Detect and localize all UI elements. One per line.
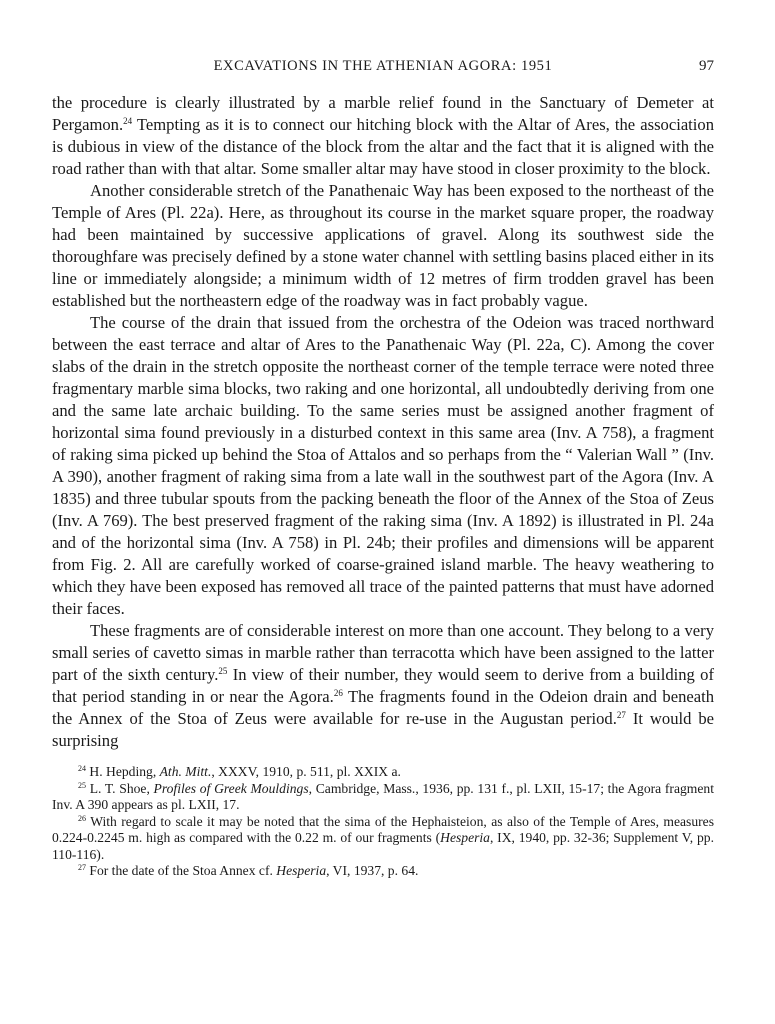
- footnote-ref: 24: [123, 116, 133, 126]
- footnote-ref: 27: [78, 863, 86, 872]
- footnote-ref: 26: [333, 688, 343, 698]
- text-run: H. Hepding,: [86, 764, 160, 779]
- footnote-ref: 25: [218, 666, 228, 676]
- text-run: With regard to scale it may be noted that the sima of the Hephaisteion, as also of the Temple of Ares, measures 0.224-0.2245 m. high as compared with the 0.22 m. of our fragments (: [52, 813, 714, 845]
- footnote: [52, 764, 714, 781]
- document-page: [52, 58, 714, 880]
- body-text: [52, 92, 714, 752]
- paragraph: [52, 620, 714, 752]
- running-title: EXCAVATIONS IN THE ATHENIAN AGORA: 1951: [213, 58, 553, 74]
- text-run: the procedure is clearly illustrated by a marble relief found in the Sanctuary of Demeter at Pergamon.: [52, 93, 714, 134]
- italic-text: Hesperia: [440, 830, 490, 845]
- running-header: [52, 58, 714, 80]
- italic-text: Hesperia: [276, 863, 327, 878]
- page-number: 97: [699, 58, 714, 74]
- italic-text: Ath. Mitt.: [159, 764, 212, 779]
- paragraph: [52, 92, 714, 180]
- text-run: , VI, 1937, p. 64.: [326, 863, 419, 878]
- paragraph: [52, 312, 714, 620]
- text-run: These fragments are of considerable interest on more than one account. They belong to a very small series of cavetto simas in marble rather than terracotta which have been assigned to the latter part of the sixth century.: [52, 621, 714, 684]
- text-run: The course of the drain that issued from the orchestra of the Odeion was traced northward between the east terrace and altar of Ares to the Panathenaic Way (Pl. 22a, C). Among the cover slabs of the drain in the stretch opposite the northeast corner of the temple terrace were noted three fragmentary marble sima blocks, two raking and one horizontal, all undoubtedly deriving from one and the same late archaic building. To the same series must be assigned another fragment of horizontal sima found previously in a disturbed context in this same area (Inv. A 758), a fragment of raking sima picked up behind the Stoa of Attalos and so perhaps from the “ Valerian Wall ” (Inv. A 390), another fragment of raking sima from a late wall in the southwest part of the Agora (Inv. A 1835) and three tubular spouts from the packing beneath the floor of the Annex of the Stoa of Zeus (Inv. A 769). The best preserved fragment of the raking sima (Inv. A 1892) is illustrated in Pl. 24a and of the horizontal sima (Inv. A 758) in Pl. 24b; their profiles and dimensions will be apparent from Fig. 2. All are carefully worked of coarse-grained island marble. The heavy weathering to which they have been exposed has removed all trace of the painted patterns that must have adorned their faces.: [52, 313, 714, 618]
- footnote-ref: 25: [78, 780, 86, 790]
- italic-text: Profiles of Greek Mouldings: [153, 780, 309, 796]
- footnote: [52, 814, 714, 864]
- footnote-ref: 26: [78, 813, 86, 823]
- footnote-ref: 27: [616, 710, 626, 720]
- text-run: The fragments found in the Odeion drain and beneath the Annex of the Stoa of Zeus were available for re-use in the Augustan period.: [52, 687, 714, 728]
- text-run: It would be surprising: [52, 709, 715, 750]
- text-run: Another considerable stretch of the Panathenaic Way has been exposed to the northeast of the Temple of Ares (Pl. 22a). Here, as throughout its course in the market square proper, the roadway had been maintained by successive applications of gravel. Along its southwest side the thoroughfare was precisely defined by a stone water channel with settling basins placed either in its line or immediately alongside; a minimum width of 12 metres of firm trodden gravel has been established but the northeastern edge of the roadway was in fact probably vague.: [52, 181, 714, 310]
- footnote: [52, 781, 714, 814]
- text-run: For the date of the Stoa Annex cf.: [86, 863, 277, 878]
- text-run: , XXXV, 1910, p. 511, pl. XXIX a.: [211, 764, 401, 779]
- footnote: [52, 863, 714, 880]
- text-run: , IX, 1940, pp. 32-36; Supplement V, pp. 110-116).: [52, 830, 714, 862]
- text-run: L. T. Shoe,: [86, 780, 154, 796]
- footnote-ref: 24: [78, 764, 86, 773]
- footnotes: [52, 764, 714, 880]
- text-run: In view of their number, they would seem to derive from a building of that period standing in or near the Agora.: [52, 665, 714, 706]
- paragraph: [52, 180, 714, 312]
- text-run: , Cambridge, Mass., 1936, pp. 131 f., pl. LXII, 15-17; the Agora fragment Inv. A 390 appears as pl. LXII, 17.: [52, 780, 714, 812]
- text-run: Tempting as it is to connect our hitching block with the Altar of Ares, the association is dubious in view of the distance of the block from the altar and the fact that it is aligned with the road rather than with that altar. Some smaller altar may have stood in closer proximity to the block.: [52, 115, 714, 178]
